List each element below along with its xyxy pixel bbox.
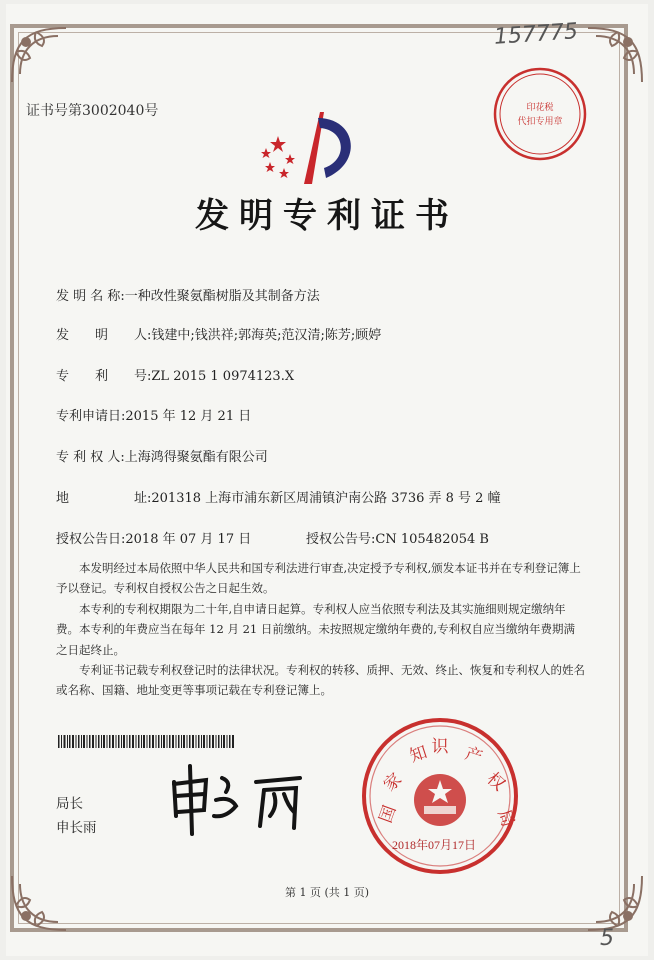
field-value: ZL 2015 1 0974123.X [151, 369, 295, 384]
svg-text:权: 权 [482, 768, 509, 796]
barcode [58, 735, 234, 748]
field-value: 上海鸿得聚氨酯有限公司 [124, 450, 268, 465]
field-value: CN 105482054 B [375, 532, 489, 547]
svg-text:国: 国 [375, 802, 401, 826]
statement-paragraph: 专利证书记载专利权登记时的法律状况。专利权的转移、质押、无效、终止、恢复和专利权人的姓名或名称、国籍、地址变更等事项记载在专利登记簿上。 [56, 663, 585, 698]
field-value: 2015 年 12 月 21 日 [125, 409, 252, 424]
statement-paragraph: 本专利的专利权期限为二十年,自申请日起算。专利权人应当依照专利法及其实施细则规定缴纳年费。本专利的年费应当在每年 12 月 21 日前缴纳。未按照规定缴纳年费的,专利权自应当缴纳年费期满之日起终止。 [56, 601, 576, 657]
field-value: 201318 上海市浦东新区周浦镇沪南公路 3736 弄 8 号 2 幢 [151, 491, 501, 506]
field-label: 专利申请日: [56, 409, 126, 424]
signer-name: 申长雨 [56, 820, 97, 836]
svg-text:代扣专用章: 代扣专用章 [517, 117, 563, 127]
field-label: 地 址: [56, 491, 152, 506]
field-label: 发 明 人: [56, 328, 152, 343]
corner-ornament-bottom-left [6, 866, 76, 936]
svg-text:局: 局 [493, 806, 518, 830]
field-invention-name [56, 285, 320, 304]
field-label: 授权公告号: [306, 532, 376, 547]
field-grant-number [306, 528, 489, 547]
field-address [56, 487, 501, 506]
handwritten-number: 157775 [493, 19, 579, 50]
field-filing-date [56, 405, 251, 424]
certificate-title: 发明专利证书 [195, 196, 459, 236]
field-patent-number [56, 365, 294, 384]
svg-text:家: 家 [379, 769, 406, 796]
certificate-statement [56, 558, 586, 701]
svg-text:印花税: 印花税 [526, 103, 554, 113]
seal-date: 2018年07月17日 [392, 838, 477, 852]
field-patentee [56, 446, 268, 465]
signer-title: 局长 [56, 796, 83, 812]
field-value: 钱建中;钱洪祥;郭海英;范汉清;陈芳;顾婷 [151, 328, 382, 343]
statement-paragraph: 本发明经过本局依照中华人民共和国专利法进行审查,决定授予专利权,颁发本证书并在专利登记簿上予以登记。专利权自授权公告之日起生效。 [56, 561, 581, 596]
svg-text:知: 知 [407, 742, 430, 767]
corner-ornament-top-left [6, 22, 76, 92]
field-label: 专 利 号: [56, 369, 152, 384]
handwritten-signature [160, 760, 320, 840]
field-value: 一种改性聚氨酯树脂及其制备方法 [124, 289, 320, 304]
svg-text:识: 识 [431, 737, 449, 757]
field-value: 2018 年 07 月 17 日 [125, 532, 252, 547]
patent-office-logo [260, 106, 370, 186]
field-label: 专 利 权 人: [56, 450, 125, 465]
page-number: 第 1 页 (共 1 页) [284, 886, 370, 899]
field-label: 授权公告日: [56, 532, 126, 547]
certificate-number: 证书号第3002040号 [26, 103, 159, 119]
handwritten-mark: 5 [600, 926, 614, 951]
tax-stamp-seal [490, 64, 590, 164]
svg-text:产: 产 [462, 743, 485, 769]
field-label: 发 明 名 称: [56, 289, 125, 304]
field-inventors [56, 324, 381, 343]
field-grant-date [56, 528, 251, 547]
